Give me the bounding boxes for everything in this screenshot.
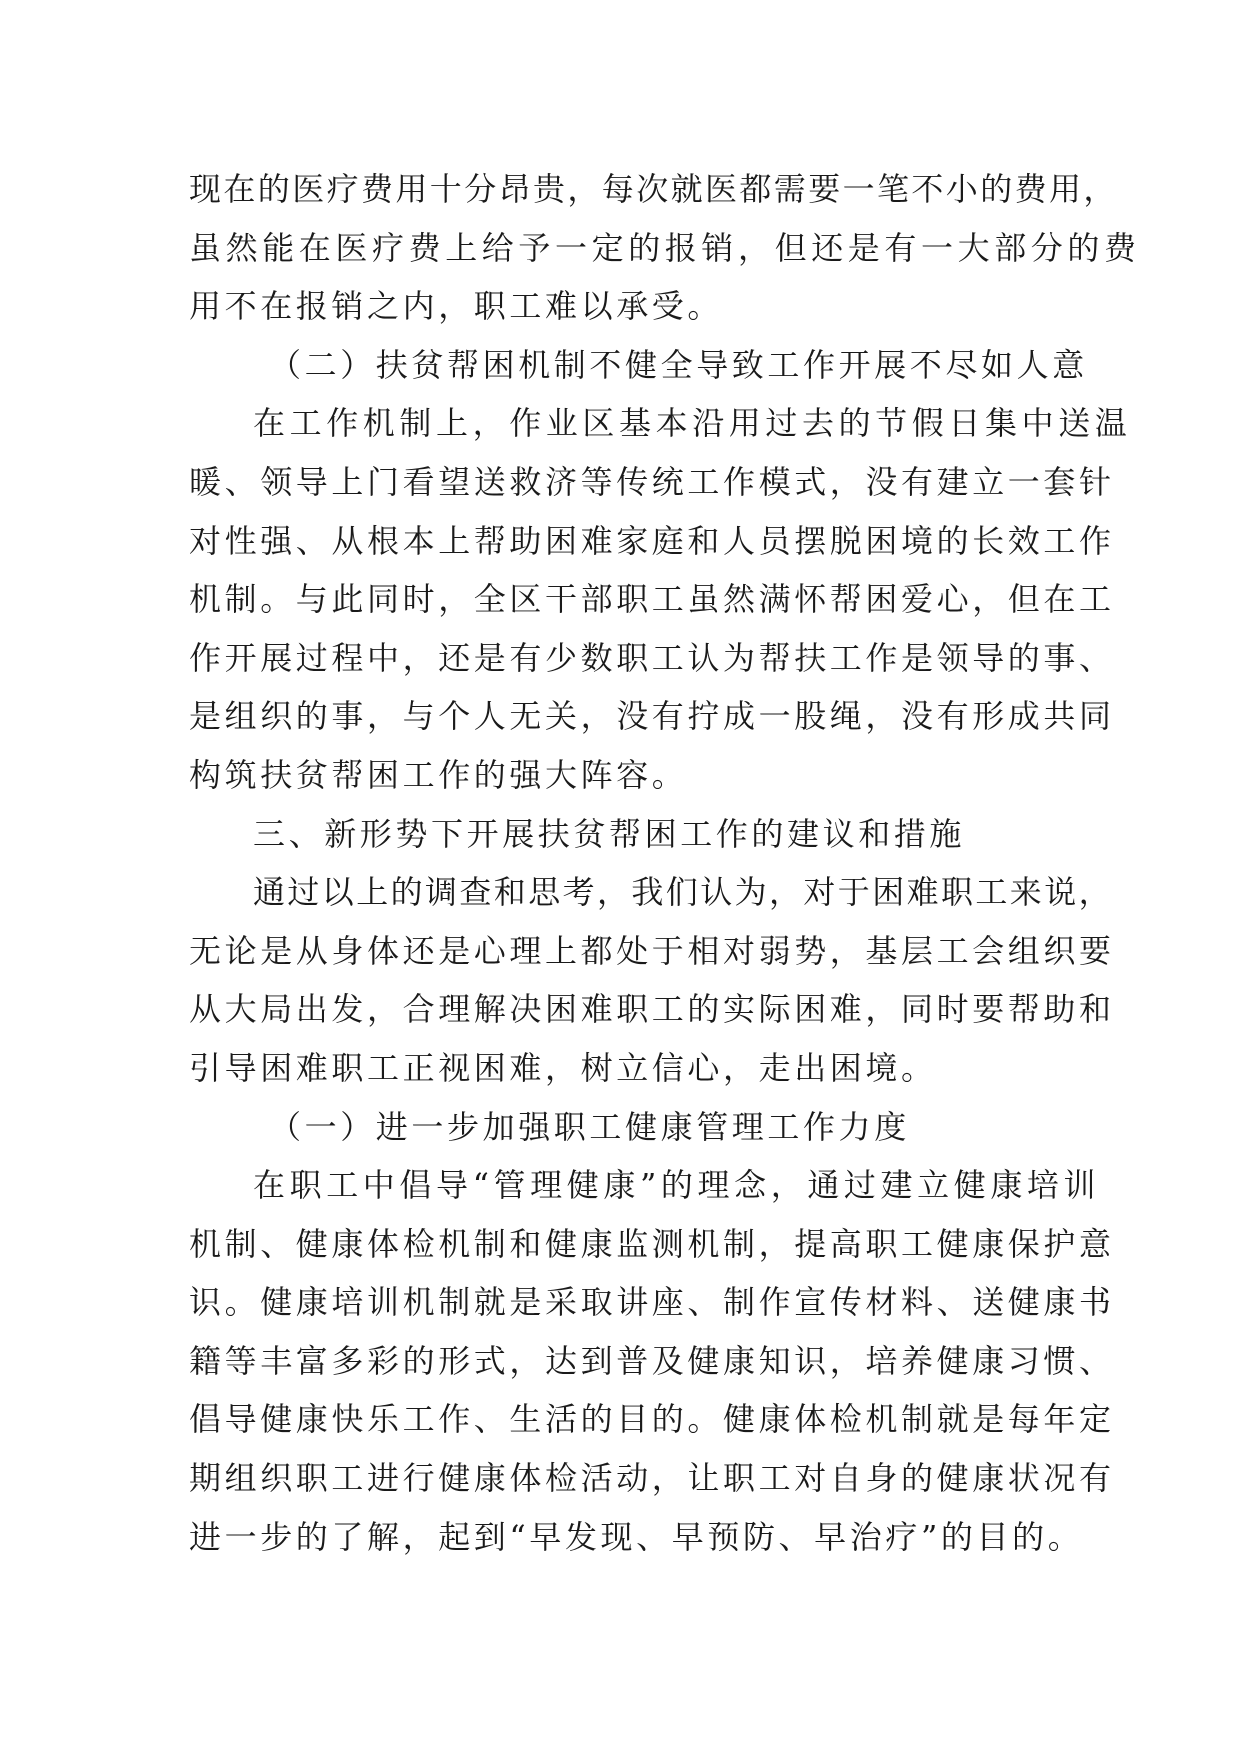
text-line-2: 虽然能在医疗费上给予一定的报销，但还是有一大部分的费 [189,228,1141,267]
text-line-7: 对性强、从根本上帮助困难家庭和人员摆脱困境的长效工作 [189,521,1115,560]
text-line-3: 用不在报销之内，职工难以承受。 [189,287,724,326]
text-line-23: 期组织职工进行健康体检活动，让职工对自身的健康状况有 [189,1459,1115,1498]
section-heading-3: 三、新形势下开展扶贫帮困工作的建议和措施 [253,814,966,853]
text-line-18: 在职工中倡导“管理健康”的理念，通过建立健康培训 [253,1166,1101,1205]
text-line-19: 机制、健康体检机制和健康监测机制，提高职工健康保护意 [189,1224,1115,1263]
text-line-22: 倡导健康快乐工作、生活的目的。健康体检机制就是每年定 [189,1400,1115,1439]
text-line-15: 从大局出发，合理解决困难职工的实际困难，同时要帮助和 [189,990,1115,1029]
text-line-24: 进一步的了解，起到“早发现、早预防、早治疗”的目的。 [189,1517,1084,1556]
text-line-6: 暖、领导上门看望送救济等传统工作模式，没有建立一套针 [189,462,1115,501]
text-line-16: 引导困难职工正视困难，树立信心，走出困境。 [189,1048,937,1087]
text-line-1: 现在的医疗费用十分昂贵，每次就医都需要一笔不小的费用， [189,170,1118,208]
text-line-9: 作开展过程中，还是有少数职工认为帮扶工作是领导的事、 [189,638,1115,677]
section-heading-1: （一）进一步加强职工健康管理工作力度 [269,1107,910,1146]
text-line-13: 通过以上的调查和思考，我们认为，对于困难职工来说， [253,873,1114,912]
text-line-21: 籍等丰富多彩的形式，达到普及健康知识，培养健康习惯、 [189,1341,1115,1380]
text-line-20: 识。健康培训机制就是采取讲座、制作宣传材料、送健康书 [189,1283,1115,1322]
text-line-5: 在工作机制上，作业区基本沿用过去的节假日集中送温 [253,404,1132,443]
section-heading-2: （二）扶贫帮困机制不健全导致工作开展不尽如人意 [269,345,1088,384]
text-line-10: 是组织的事，与个人无关，没有拧成一股绳，没有形成共同 [189,697,1115,736]
document-body [189,160,1141,1566]
text-line-14: 无论是从身体还是心理上都处于相对弱势，基层工会组织要 [189,931,1115,970]
text-line-8: 机制。与此同时，全区干部职工虽然满怀帮困爱心，但在工 [189,580,1115,619]
text-line-11: 构筑扶贫帮困工作的强大阵容。 [189,755,688,794]
